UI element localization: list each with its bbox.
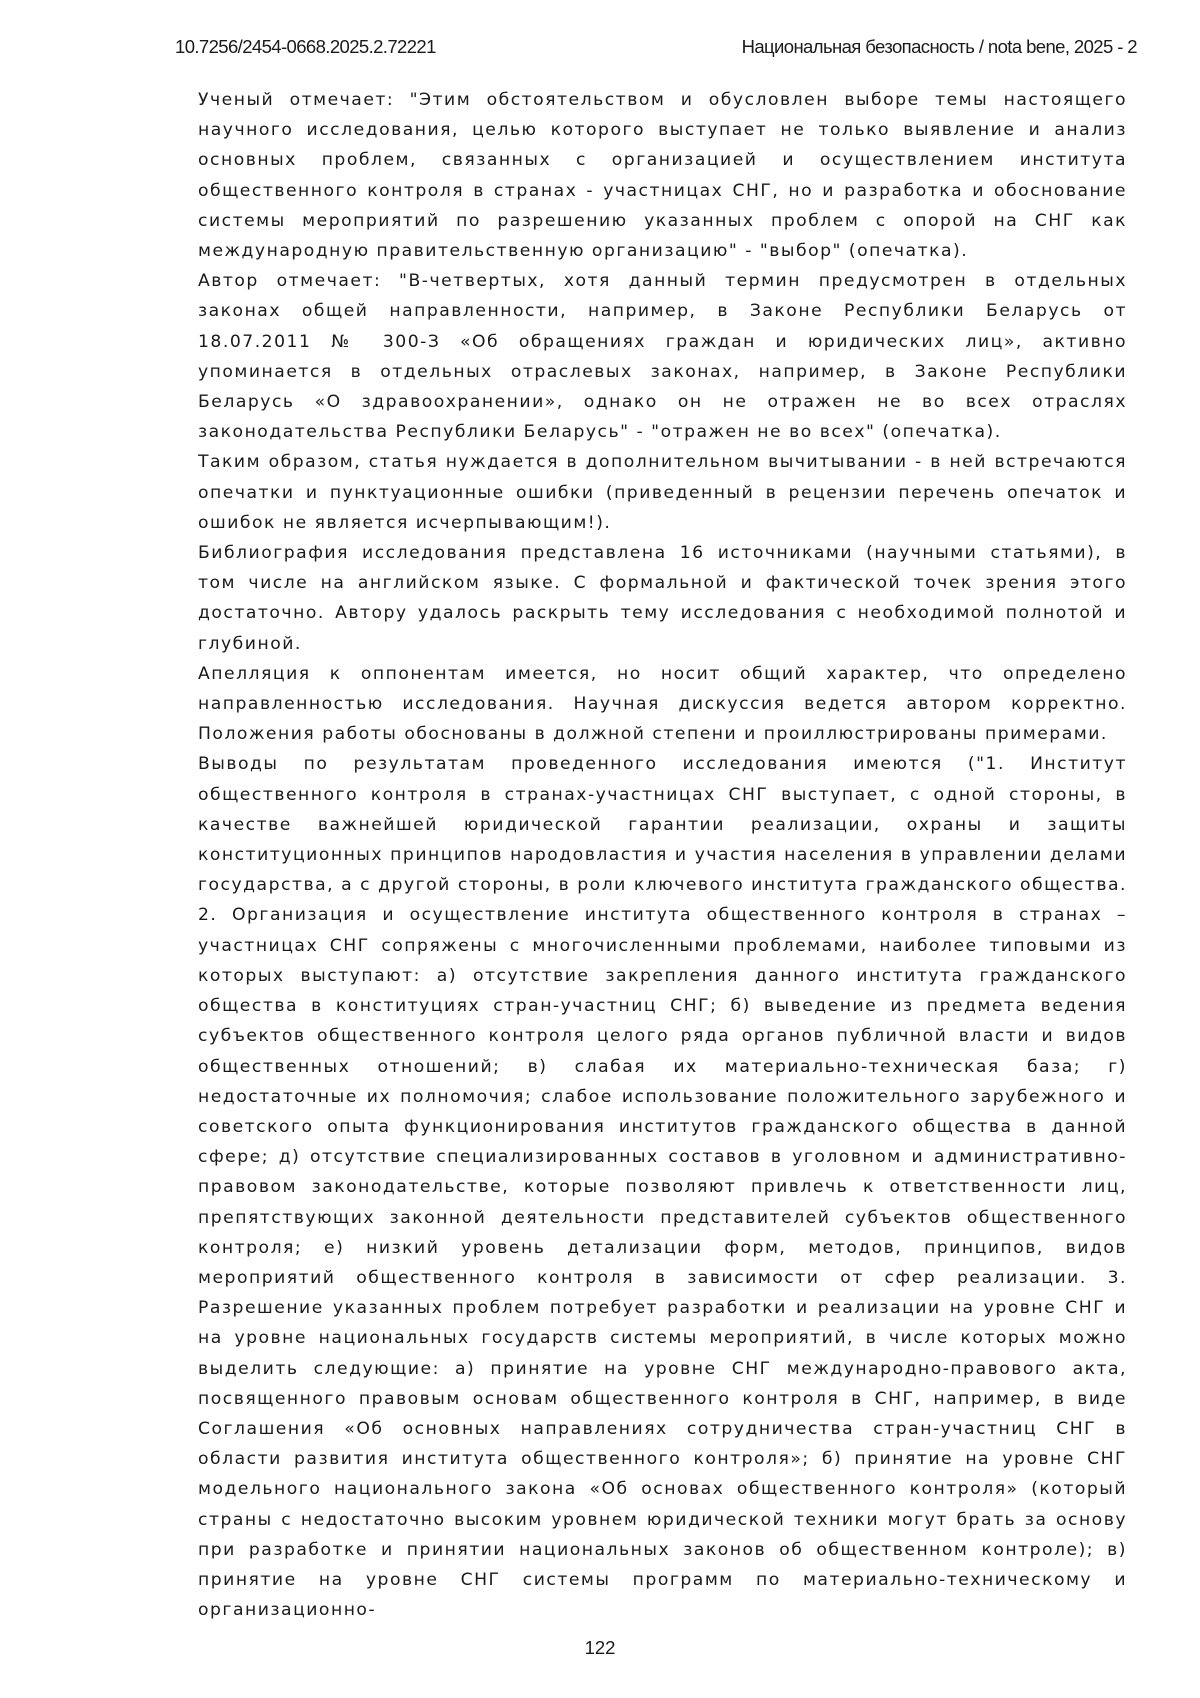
paragraph-bibliography: Библиография исследования представлена 16 источниками (научными статьями), в том числе на английском языке. С формальной и фактической точек зрения этого достаточно. Автору удалось раскрыть тему исследования с необходимой полнотой и глубиной. [198, 543, 1127, 654]
paragraph-proofreading: Таким образом, статья нуждается в дополнительном вычитывании - в ней встречаются опечатки и пунктуационные ошибки (приведенный в рецензии перечень опечаток и ошибок не является исчерпывающим!). [198, 452, 1127, 533]
paragraph-typo-2: Автор отмечает: "В-четвертых, хотя данный термин предусмотрен в отдельных законах общей направленности, например, в Законе Республики Беларусь от 18.07.2011 № 300-З «Об обращениях граждан и юридических лиц», активно упоминается в отдельных отраслевых законах, например, в Законе Республики Беларусь «О здравоохранении», однако он не отражен не во всех отраслях законодательства Республики Беларусь" - "отражен не во всех" (опечатка). [198, 271, 1127, 443]
article-body [198, 85, 1127, 1625]
page-number: 122 [584, 1637, 616, 1658]
page-header [175, 36, 1137, 62]
paragraph-typo-1: Ученый отмечает: "Этим обстоятельством и обусловлен выборе темы настоящего научного исследования, целью которого выступает не только выявление и анализ основных проблем, связанных с организацией и осуществлением института общественного контроля в странах - участницах СНГ, но и разработка и обоснование системы мероприятий по разрешению указанных проблем с опорой на СНГ как международную правительственную организацию" - "выбор" (опечатка). [198, 90, 1127, 262]
journal-title: Национальная безопасность / nota bene, 2025 - 2 [741, 36, 1137, 57]
paragraph-appeal: Апелляция к оппонентам имеется, но носит общий характер, что определено направленностью исследования. Научная дискуссия ведется автором корректно. Положения работы обоснованы в должной степени и проиллюстрированы примерами. [198, 663, 1127, 745]
paragraph-conclusions: Выводы по результатам проведенного исследования имеются ("1. Институт общественного контроля в странах-участницах СНГ выступает, с одной стороны, в качестве важнейшей юридической гарантии реализации, охраны и защиты конституционных принципов народовластия и участия населения в управлении делами государства, а с другой стороны, в роли ключевого института гражданского общества. 2. Организация и осуществление института общественного контроля в странах – участницах СНГ сопряжены с многочисленными проблемами, наиболее типовыми из которых выступают: а) отсутствие закрепления данного института гражданского общества в конституциях стран-участниц СНГ; б) выведение из предмета ведения субъектов общественного контроля целого ряда органов публичной власти и видов общественных отношений; в) слабая их материально-техническая база; г) недостаточные их полномочия; слабое использование положительного зарубежного и советского опыта функционирования институтов гражданского общества в данной сфере; д) отсутствие специализированных составов в уголовном и административно-правовом законодательстве, которые позволяют привлечь к ответственности лиц, препятствующих законной деятельности представителей субъектов общественного контроля; е) низкий уровень детализации форм, методов, принципов, видов мероприятий общественного контроля в зависимости от сфер реализации. 3. Разрешение указанных проблем потребует разработки и реализации на уровне СНГ и на уровне национальных государств системы мероприятий, в числе которых можно выделить следующие: а) принятие на уровне СНГ международно-правового акта, посвященного правовым основам общественного контроля в СНГ, например, в виде Соглашения «Об основных направлениях сотрудничества стран-участниц СНГ в области развития института общественного контроля»; б) принятие на уровне СНГ модельного национального закона «Об основах общественного контроля» (который страны с недостаточно высоким уровнем юридической техники могут брать за основу при разработке и принятии национальных законов об общественном контроле); в) принятие на уровне СНГ системы программ по материально-техническому и организационно- [198, 754, 1127, 1621]
doi-text: 10.7256/2454-0668.2025.2.72221 [175, 36, 436, 57]
